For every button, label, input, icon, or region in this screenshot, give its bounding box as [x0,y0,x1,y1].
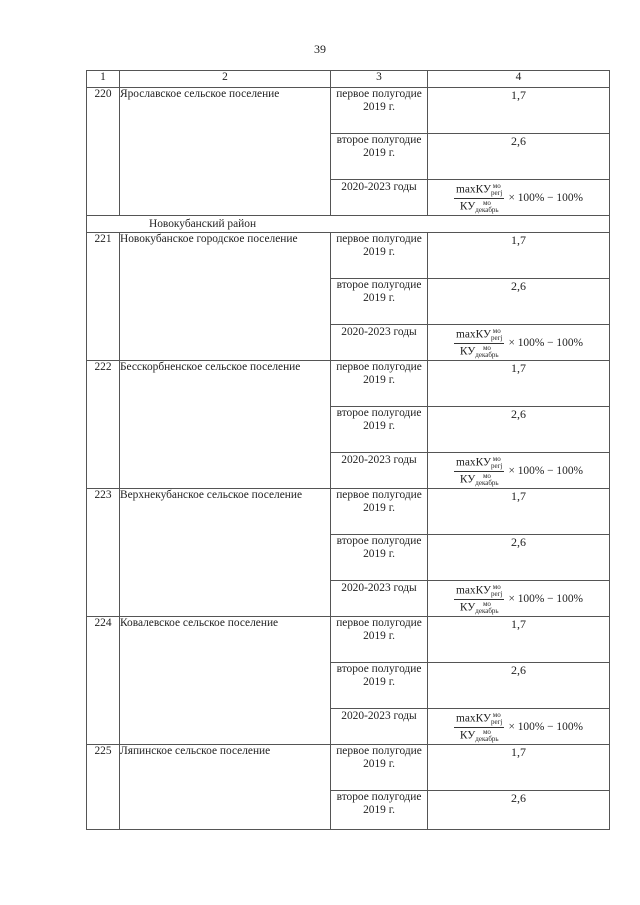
growth-formula [454,456,583,487]
formula-denominator [458,600,501,615]
table-row [87,88,610,134]
denominator-sub: декабрь [475,205,499,214]
period-formula-cell [428,180,610,216]
numerator-sub: регj [491,461,503,470]
denominator-sub: декабрь [475,606,499,615]
denominator-sup: мо [482,599,491,608]
period-label: второе полугодие 2019 г. [331,535,428,581]
period-formula-cell [428,709,610,745]
period-value: 2,6 [428,407,610,453]
period-label: первое полугодие 2019 г. [331,361,428,407]
period-label: второе полугодие 2019 г. [331,791,428,830]
period-value: 1,7 [428,617,610,663]
growth-formula [454,584,583,615]
numerator-sup: мо [492,326,501,335]
header-col-3: 3 [331,71,428,88]
settlement-name: Ярославское сельское поселение [120,88,331,216]
growth-formula [454,712,583,743]
settlement-name: Ляпинское сельское поселение [120,745,331,830]
period-value: 2,6 [428,791,610,830]
period-label: первое полугодие 2019 г. [331,617,428,663]
numerator-sub: регj [491,333,503,342]
numerator-sub: регj [491,717,503,726]
numerator-sup: мо [492,710,501,719]
row-number: 223 [87,489,120,617]
formula-tail: × 100% − 100% [508,337,584,350]
denominator-sub: декабрь [475,734,499,743]
formula-numerator [454,712,504,728]
period-label: первое полугодие 2019 г. [331,745,428,791]
formula-numerator [454,328,504,344]
header-col-4: 4 [428,71,610,88]
period-formula-cell [428,325,610,361]
table-row [87,233,610,279]
table-row [87,489,610,535]
page-number: 39 [314,42,326,56]
formula-numerator [454,584,504,600]
formula-tail: × 100% − 100% [508,465,584,478]
numerator-sub: регj [491,589,503,598]
settlement-name: Ковалевское сельское поселение [120,617,331,745]
numerator-base: maxКУ [455,456,492,469]
row-number: 224 [87,617,120,745]
growth-formula [454,328,583,359]
denominator-sub: декабрь [475,478,499,487]
header-col-2: 2 [120,71,331,88]
numerator-base: maxКУ [455,183,492,196]
district-name: Новокубанский район [87,216,610,233]
numerator-base: maxКУ [455,328,492,341]
period-value: 2,6 [428,279,610,325]
numerator-base: maxКУ [455,712,492,725]
row-number: 221 [87,233,120,361]
period-formula-cell [428,453,610,489]
formula-numerator [454,183,504,199]
period-label: 2020-2023 годы [331,325,428,361]
period-value: 1,7 [428,489,610,535]
period-formula-cell [428,581,610,617]
table-row [87,361,610,407]
period-value: 1,7 [428,88,610,134]
formula-denominator [458,344,501,359]
period-label: первое полугодие 2019 г. [331,233,428,279]
formula-fraction [454,712,504,743]
denominator-base: КУ [459,601,476,614]
period-value: 2,6 [428,663,610,709]
numerator-sup: мо [492,454,501,463]
numerator-sub: регj [491,188,503,197]
formula-denominator [458,472,501,487]
period-label: второе полугодие 2019 г. [331,279,428,325]
row-number: 222 [87,361,120,489]
denominator-base: КУ [459,729,476,742]
period-label: 2020-2023 годы [331,453,428,489]
settlement-name: Бесскорбненское сельское поселение [120,361,331,489]
denominator-base: КУ [459,345,476,358]
period-label: 2020-2023 годы [331,709,428,745]
formula-fraction [454,183,504,214]
denominator-sub: декабрь [475,350,499,359]
header-row [87,71,610,88]
formula-numerator [454,456,504,472]
period-value: 2,6 [428,535,610,581]
period-value: 1,7 [428,745,610,791]
denominator-base: КУ [459,200,476,213]
header-col-1: 1 [87,71,120,88]
period-label: первое полугодие 2019 г. [331,489,428,535]
period-label: первое полугодие 2019 г. [331,88,428,134]
table-row [87,745,610,791]
formula-tail: × 100% − 100% [508,192,584,205]
period-label: второе полугодие 2019 г. [331,663,428,709]
formula-fraction [454,328,504,359]
denominator-base: КУ [459,473,476,486]
period-value: 2,6 [428,134,610,180]
district-row [87,216,610,233]
period-label: 2020-2023 годы [331,581,428,617]
period-label: второе полугодие 2019 г. [331,407,428,453]
row-number: 225 [87,745,120,830]
table-row [87,617,610,663]
numerator-base: maxКУ [455,584,492,597]
growth-formula [454,183,583,214]
tariff-table [86,70,610,830]
denominator-sup: мо [482,471,491,480]
numerator-sup: мо [492,181,501,190]
period-value: 1,7 [428,233,610,279]
denominator-sup: мо [482,198,491,207]
period-value: 1,7 [428,361,610,407]
formula-fraction [454,584,504,615]
formula-denominator [458,728,501,743]
denominator-sup: мо [482,343,491,352]
formula-tail: × 100% − 100% [508,721,584,734]
period-label: 2020-2023 годы [331,180,428,216]
row-number: 220 [87,88,120,216]
formula-tail: × 100% − 100% [508,593,584,606]
formula-fraction [454,456,504,487]
settlement-name: Новокубанское городское поселение [120,233,331,361]
period-label: второе полугодие 2019 г. [331,134,428,180]
denominator-sup: мо [482,727,491,736]
settlement-name: Верхнекубанское сельское поселение [120,489,331,617]
formula-denominator [458,199,501,214]
numerator-sup: мо [492,582,501,591]
